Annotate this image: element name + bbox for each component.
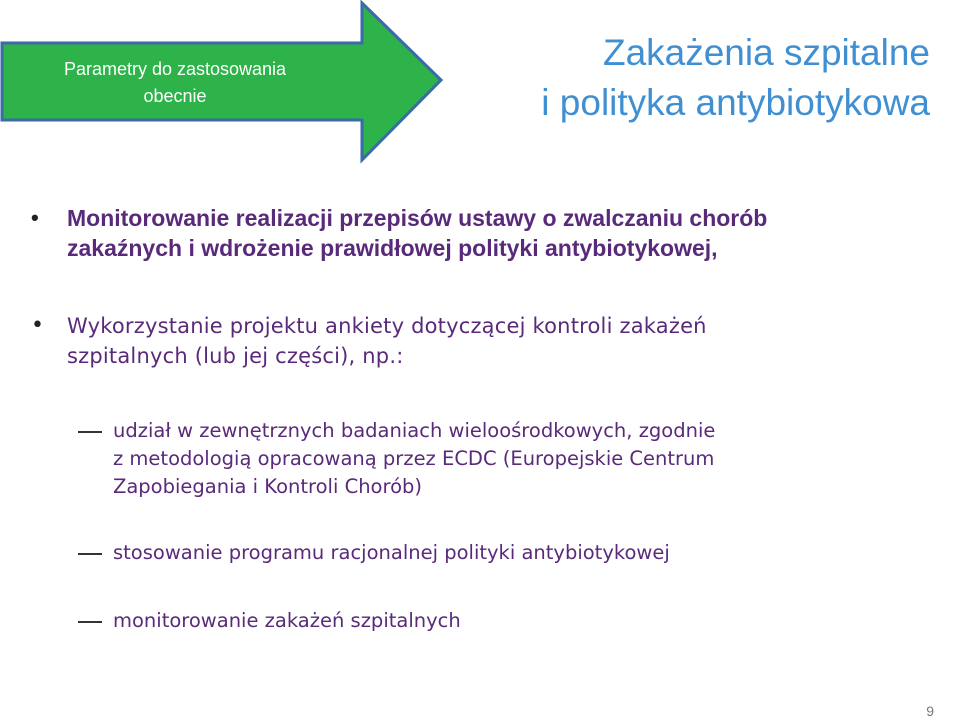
sub-item-line3: Zapobiegania i Kontroli Chorób) xyxy=(113,475,422,498)
bullet-item-survey xyxy=(31,311,707,371)
arrow-badge-label-line2: obecnie xyxy=(143,86,207,106)
arrow-badge-label-line1: Parametry do zastosowania xyxy=(63,59,287,79)
dash-icon xyxy=(78,431,102,433)
dash-icon xyxy=(78,621,102,623)
bullet-item-monitoring xyxy=(31,203,768,263)
sub-item-line2: z metodologią opracowaną przez ECDC (Europejskie Centrum xyxy=(113,447,715,470)
sub-item-line1: monitorowanie zakażeń szpitalnych xyxy=(113,609,461,632)
sub-item-infection-monitoring xyxy=(113,607,913,635)
bullet-item-line2: zakaźnych i wdrożenie prawidłowej polityki antybiotykowej, xyxy=(67,235,718,261)
slide-title-line2: i polityka antybiotykowa xyxy=(541,82,930,123)
dash-icon xyxy=(78,553,102,555)
sub-item-ecdc xyxy=(113,417,913,501)
bullet-item-line2: szpitalnych (lub jej części), np.: xyxy=(67,344,404,368)
bullet-dot-icon: • xyxy=(31,205,39,230)
sub-item-antibiotic-program xyxy=(113,539,913,567)
slide-title-line1: Zakażenia szpitalne xyxy=(602,32,930,73)
bullet-item-line1: Monitorowanie realizacji przepisów ustawy o zwalczaniu chorób xyxy=(67,205,768,231)
bullet-item-line1: Wykorzystanie projektu ankiety dotyczącej kontroli zakażeń xyxy=(67,314,707,338)
sub-item-line1: stosowanie programu racjonalnej polityki antybiotykowej xyxy=(113,541,670,564)
bullet-dot-icon: • xyxy=(31,313,45,338)
page-number: 9 xyxy=(926,703,934,719)
sub-item-line1: udział w zewnętrznych badaniach wieloośrodkowych, zgodnie xyxy=(113,419,716,442)
